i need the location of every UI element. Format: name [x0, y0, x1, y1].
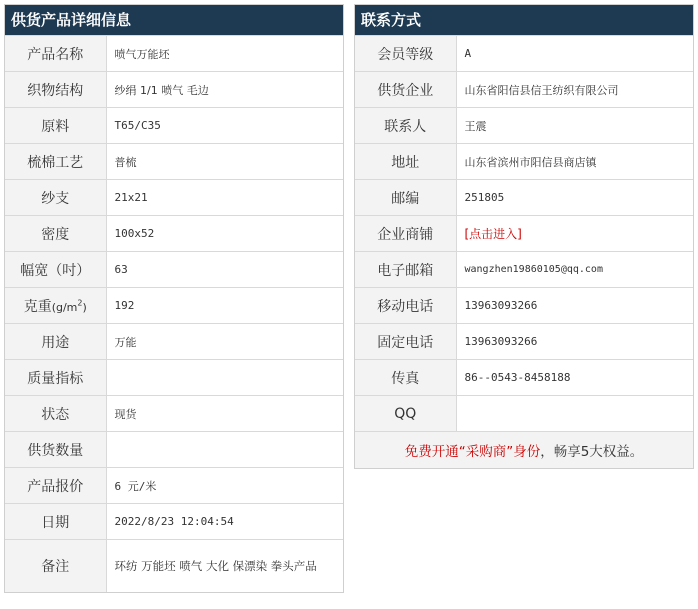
row-label: 日期 — [5, 504, 106, 540]
shop-link-cell — [456, 216, 693, 252]
row-label — [5, 288, 106, 324]
fax-value: 86--0543-8458188 — [456, 360, 693, 396]
row-value: 现货 — [106, 396, 343, 432]
row-label: 纱支 — [5, 180, 106, 216]
row-value: 63 — [106, 252, 343, 288]
row-value: T65/C35 — [106, 108, 343, 144]
table-row — [5, 108, 343, 144]
row-label: 联系人 — [355, 108, 456, 144]
table-row — [5, 216, 343, 252]
row-label: 产品名称 — [5, 36, 106, 72]
table-row — [5, 180, 343, 216]
postcode-value: 251805 — [456, 180, 693, 216]
table-row — [5, 144, 343, 180]
table-row — [5, 324, 343, 360]
table-row — [5, 36, 343, 72]
row-label: 幅宽（吋） — [5, 252, 106, 288]
shop-enter-link[interactable]: [点击进入] — [464, 227, 522, 241]
buyer-promo-banner[interactable] — [355, 432, 693, 468]
row-value: 192 — [106, 288, 343, 324]
row-value: 100x52 — [106, 216, 343, 252]
table-row — [355, 324, 693, 360]
row-value: 普梳 — [106, 144, 343, 180]
table-row — [355, 252, 693, 288]
table-row — [355, 108, 693, 144]
row-label: 状态 — [5, 396, 106, 432]
table-row — [355, 432, 693, 468]
table-row — [5, 72, 343, 108]
contact-table — [355, 35, 693, 468]
weight-label: 克重 — [23, 298, 52, 315]
table-row — [355, 180, 693, 216]
qq-value — [456, 396, 693, 432]
member-level-value: A — [456, 36, 693, 72]
row-label: 用途 — [5, 324, 106, 360]
row-label: 产品报价 — [5, 468, 106, 504]
product-detail-title: 供货产品详细信息 — [5, 5, 343, 35]
row-label: 会员等级 — [355, 36, 456, 72]
contact-panel — [354, 4, 694, 469]
row-label: 邮编 — [355, 180, 456, 216]
table-row — [5, 432, 343, 468]
row-label: 移动电话 — [355, 288, 456, 324]
row-label: 密度 — [5, 216, 106, 252]
row-value: 喷气万能坯 — [106, 36, 343, 72]
email-value: wangzhen19860105@qq.com — [456, 252, 693, 288]
table-row — [5, 468, 343, 504]
product-detail-table — [5, 35, 343, 592]
promo-highlight[interactable]: 免费开通“采购商”身份 — [404, 443, 541, 460]
table-row — [5, 288, 343, 324]
row-label: 原料 — [5, 108, 106, 144]
row-label: 企业商铺 — [355, 216, 456, 252]
weight-unit-sup: 2 — [77, 297, 83, 307]
table-row — [5, 540, 343, 592]
table-row — [355, 360, 693, 396]
table-row — [355, 396, 693, 432]
row-label: 地址 — [355, 144, 456, 180]
table-row — [355, 144, 693, 180]
phone-value: 13963093266 — [456, 324, 693, 360]
row-label: 电子邮箱 — [355, 252, 456, 288]
weight-unit-close: ) — [82, 300, 87, 314]
table-row — [5, 504, 343, 540]
promo-text: ，畅享5大权益。 — [540, 443, 644, 460]
contact-title: 联系方式 — [355, 5, 693, 35]
row-label: 织物结构 — [5, 72, 106, 108]
address-value: 山东省滨州市阳信县商店镇 — [456, 144, 693, 180]
row-label: 备注 — [5, 540, 106, 592]
table-row — [5, 360, 343, 396]
row-value — [106, 360, 343, 396]
row-value: 2022/8/23 12:04:54 — [106, 504, 343, 540]
row-value: 万能 — [106, 324, 343, 360]
row-value: 环纺 万能坯 喷气 大化 保漂染 拳头产品 — [106, 540, 343, 592]
row-value — [106, 432, 343, 468]
table-row — [355, 36, 693, 72]
row-value: 6 元/米 — [106, 468, 343, 504]
row-label: 供货企业 — [355, 72, 456, 108]
company-value: 山东省阳信县信王纺织有限公司 — [456, 72, 693, 108]
table-row — [5, 252, 343, 288]
row-value: 纱绢 1/1 喷气 毛边 — [106, 72, 343, 108]
product-detail-panel — [4, 4, 344, 593]
row-label: 质量指标 — [5, 360, 106, 396]
row-label: QQ — [355, 396, 456, 432]
weight-unit: (g/m — [51, 300, 78, 314]
contact-person-value: 王震 — [456, 108, 693, 144]
row-label: 传真 — [355, 360, 456, 396]
table-row — [355, 216, 693, 252]
row-value: 21x21 — [106, 180, 343, 216]
row-label: 供货数量 — [5, 432, 106, 468]
table-row — [355, 288, 693, 324]
row-label: 梳棉工艺 — [5, 144, 106, 180]
table-row — [5, 396, 343, 432]
row-label: 固定电话 — [355, 324, 456, 360]
table-row — [355, 72, 693, 108]
mobile-value: 13963093266 — [456, 288, 693, 324]
